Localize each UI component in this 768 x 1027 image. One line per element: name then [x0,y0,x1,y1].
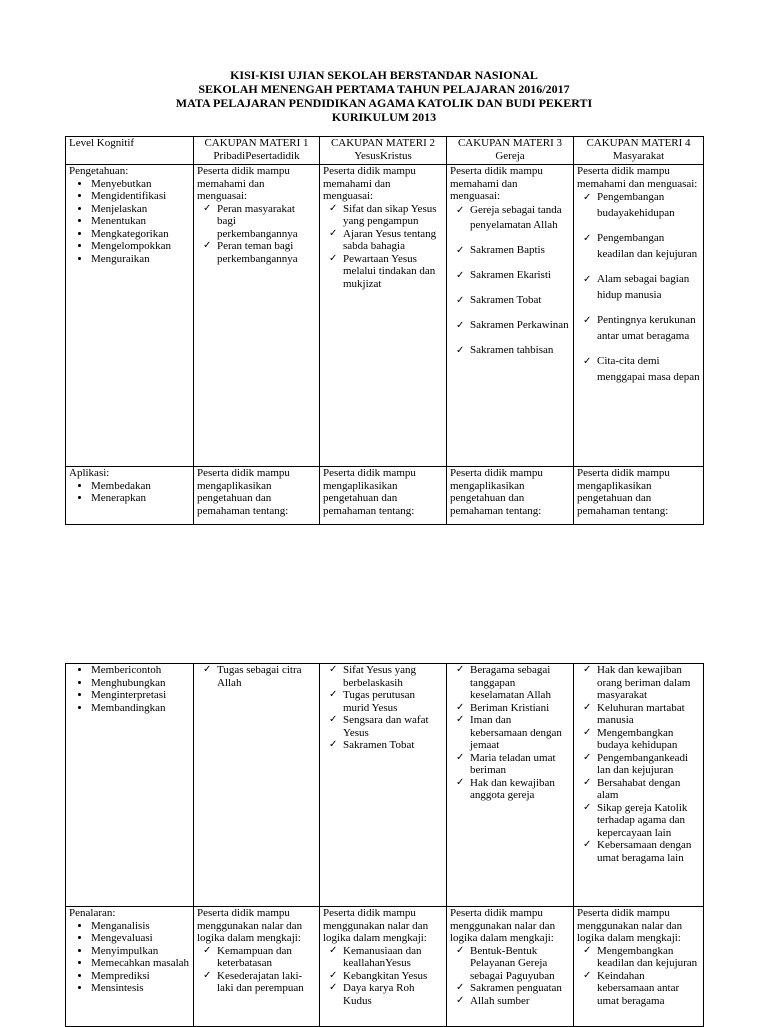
kisi-kisi-table-continued [65,663,704,1027]
list-item: ✓ Pentingnya kerukunan antar umat beragama [597,313,700,344]
list-item: ✓ Sengsara dan wafat Yesus [343,714,443,739]
table-row-penalaran [66,907,704,1027]
header-line-3: MATA PELAJARAN PENDIDIKAN AGAMA KATOLIK DAN BUDI PEKERTI [175,96,593,110]
list-item: ✓ Sifat dan sikap Yesus yang pengampun [343,203,443,228]
list-item: ✓ Sakramen penguatan [470,982,570,995]
list-item: ✓ Sifat Yesus yang berbelaskasih [343,664,443,689]
list-item: • Mengkategorikan [91,228,190,241]
list-item: ✓ Sakramen tahbisan [470,343,570,358]
verb-list [69,178,190,266]
checklist [197,945,316,995]
verb-list [69,664,190,714]
list-item: ✓ Mengembangkan keadilan dan kejujuran [597,945,700,970]
list-item: ✓ Pengembangankeadi lan dan kejujuran [597,752,700,777]
cell-penalaran-materi-1: Peserta didik mampu menggunakan nalar dan logika dalam mengkaji: ✓ Kemampuan dan keterbatasan ✓ Kesederajatan laki-laki dan perempuan [194,907,320,1027]
header-cell-materi-3: CAKUPAN MATERI 3 Gereja [447,137,574,165]
cell-level-penalaran: Penalaran: • Menganalisis • Mengevaluasi • Menyimpulkan • Memecahkan masalah • Memprediksi • Mensintesis [66,907,194,1027]
header-line-1: KISI-KISI UJIAN SEKOLAH BERSTANDAR NASIONAL [230,68,538,82]
list-item: ✓ Alam sebagai bagian hidup manusia [597,272,700,303]
list-item: ✓ Daya karya Roh Kudus [343,982,443,1007]
list-item: • Membedakan [91,480,190,493]
list-item: ✓ Tugas sebagai citra Allah [217,664,316,689]
checklist [323,203,443,291]
list-item: • Memprediksi [91,970,190,983]
cell-aplikasi-materi-4: Peserta didik mampu mengaplikasikan pengetahuan dan pemahaman tentang: [574,467,704,525]
list-item: ✓ Gereja sebagai tanda penyelamatan Allah [470,203,570,233]
cell-aplikasi-cont-materi-1 [194,664,320,907]
list-item: ✓ Ajaran Yesus tentang sabda bahagia [343,228,443,253]
list-item: • Menyimpulkan [91,945,190,958]
checklist [197,664,316,689]
cell-pengetahuan-materi-4: Peserta didik mampu memahami dan menguasai: ✓ Pengembangan budayakehidupan ✓ Pengembangan keadilan dan kejujuran ✓ Alam sebagai bagian hidup manusia ✓ Pentingnya kerukunan antar umat beragama ✓ Cita-cita demi menggapai masa depan [574,165,704,467]
cell-penalaran-materi-2: Peserta didik mampu menggunakan nalar dan logika dalam mengkaji: ✓ Kemanusiaan dan keallahanYesus ✓ Kebangkitan Yesus ✓ Daya karya Roh Kudus [320,907,447,1027]
list-item: ✓ Pewartaan Yesus melalui tindakan dan mukjizat [343,253,443,291]
list-item: ✓ Hak dan kewajiban orang beriman dalam masyarakat [597,664,700,702]
list-item: ✓ Bersahabat dengan alam [597,777,700,802]
list-item: ✓ Beragama sebagai tanggapan keselamatan Allah [470,664,570,702]
cell-pengetahuan-materi-3: Peserta didik mampu memahami dan menguasai: ✓ Gereja sebagai tanda penyelamatan Allah ✓ Sakramen Baptis ✓ Sakramen Ekaristi ✓ Sakramen Tobat ✓ Sakramen Perkawinan ✓ Sakramen tahbisan [447,165,574,467]
list-item: ✓ Keluhuran martabat manusia [597,702,700,727]
table-row-pengetahuan [66,165,704,467]
header-cell-materi-2: CAKUPAN MATERI 2 YesusKristus [320,137,447,165]
list-item: ✓ Sakramen Ekaristi [470,268,570,283]
list-item: • Menganalisis [91,920,190,933]
document-header [0,68,768,124]
list-item: • Mengelompokkan [91,240,190,253]
checklist [450,664,570,802]
cell-level-aplikasi: Aplikasi: • Membedakan • Menerapkan [66,467,194,525]
checklist [197,203,316,266]
list-item: ✓ Peran masyarakat bagi perkembangannya [217,203,316,241]
list-item: ✓ Hak dan kewajiban anggota gereja [470,777,570,802]
list-item: • Membandingkan [91,702,190,715]
list-item: ✓ Peran teman bagi perkembangannya [217,240,316,265]
list-item: ✓ Allah sumber [470,995,570,1008]
table-row-aplikasi [66,467,704,525]
list-item: ✓ Sikap gereja Katolik terhadap agama dan kepercayaan lain [597,802,700,840]
header-line-4: KURIKULUM 2013 [331,110,437,124]
checklist [323,945,443,1008]
list-item: ✓ Iman dan kebersamaan dengan jemaat [470,714,570,752]
kisi-kisi-table [65,136,704,525]
list-item: ✓ Kemanusiaan dan keallahanYesus [343,945,443,970]
list-item: ✓ Tugas perutusan murid Yesus [343,689,443,714]
list-item: ✓ Bentuk-Bentuk Pelayanan Gereja sebagai Paguyuban [470,945,570,983]
list-item: ✓ Pengembangan keadilan dan kejujuran [597,231,700,262]
list-item: • Mensintesis [91,982,190,995]
cell-aplikasi-cont-materi-3 [447,664,574,907]
header-cell-materi-1: CAKUPAN MATERI 1 PribadiPesertadidik [194,137,320,165]
list-item: ✓ Sakramen Tobat [343,739,443,752]
list-item: ✓ Sakramen Perkawinan [470,318,570,333]
list-item: ✓ Beriman Kristiani [470,702,570,715]
table-row-aplikasi-continued [66,664,704,907]
cell-aplikasi-materi-1: Peserta didik mampu mengaplikasikan pengetahuan dan pemahaman tentang: [194,467,320,525]
checklist [577,945,700,1008]
header-line-2: SEKOLAH MENENGAH PERTAMA TAHUN PELAJARAN 2016/2017 [198,82,570,96]
cell-aplikasi-materi-2: Peserta didik mampu mengaplikasikan pengetahuan dan pemahaman tentang: [320,467,447,525]
cell-penalaran-materi-4: Peserta didik mampu menggunakan nalar dan logika dalam mengkaji: ✓ Mengembangkan keadilan dan kejujuran ✓ Keindahan kebersamaan antar umat beragama [574,907,704,1027]
list-item: ✓ Sakramen Baptis [470,243,570,258]
checklist [450,945,570,1008]
list-item: • Menghubungkan [91,677,190,690]
list-item: ✓ Kemampuan dan keterbatasan [217,945,316,970]
list-item: • Memecahkan masalah [91,957,190,970]
list-item: • Menjelaskan [91,203,190,216]
cell-pengetahuan-materi-2: Peserta didik mampu memahami dan menguasai: ✓ Sifat dan sikap Yesus yang pengampun ✓ Ajaran Yesus tentang sabda bahagia ✓ Pewartaan Yesus melalui tindakan dan mukjizat [320,165,447,467]
checklist [450,203,570,358]
cell-pengetahuan-materi-1: Peserta didik mampu memahami dan menguasai: ✓ Peran masyarakat bagi perkembangannya ✓ Peran teman bagi perkembangannya [194,165,320,467]
list-item: ✓ Mengembangkan budaya kehidupan [597,727,700,752]
list-item: ✓ Cita-cita demi menggapai masa depan [597,354,700,385]
cell-level-pengetahuan: Pengetahuan: • Menyebutkan • Mengidentifikasi • Menjelaskan • Menentukan • Mengkategorikan • Mengelompokkan • Menguraikan [66,165,194,467]
header-cell-materi-4: CAKUPAN MATERI 4 Masyarakat [574,137,704,165]
cell-level-aplikasi-cont [66,664,194,907]
list-item: • Membericontoh [91,664,190,677]
list-item: ✓ Maria teladan umat beriman [470,752,570,777]
list-item: • Menerapkan [91,492,190,505]
list-item: ✓ Pengembangan budayakehidupan [597,190,700,221]
list-item: • Menguraikan [91,253,190,266]
cell-aplikasi-cont-materi-4 [574,664,704,907]
list-item: ✓ Kebersamaan dengan umat beragama lain [597,839,700,864]
checklist [577,664,700,864]
cell-aplikasi-cont-materi-2 [320,664,447,907]
checklist [577,190,700,385]
verb-list [69,480,190,505]
list-item: ✓ Keindahan kebersamaan antar umat beragama [597,970,700,1008]
list-item: • Mengidentifikasi [91,190,190,203]
cell-penalaran-materi-3: Peserta didik mampu menggunakan nalar dan logika dalam mengkaji: ✓ Bentuk-Bentuk Pelayanan Gereja sebagai Paguyuban ✓ Sakramen penguatan ✓ Allah sumber [447,907,574,1027]
table-header-row [66,137,704,165]
checklist [323,664,443,752]
list-item: ✓ Kesederajatan laki-laki dan perempuan [217,970,316,995]
verb-list [69,920,190,995]
cell-aplikasi-materi-3: Peserta didik mampu mengaplikasikan pengetahuan dan pemahaman tentang: [447,467,574,525]
list-item: • Menentukan [91,215,190,228]
list-item: • Menyebutkan [91,178,190,191]
list-item: ✓ Kebangkitan Yesus [343,970,443,983]
list-item: ✓ Sakramen Tobat [470,293,570,308]
header-cell-level: Level Kognitif [66,137,194,165]
list-item: • Menginterpretasi [91,689,190,702]
list-item: • Mengevaluasi [91,932,190,945]
